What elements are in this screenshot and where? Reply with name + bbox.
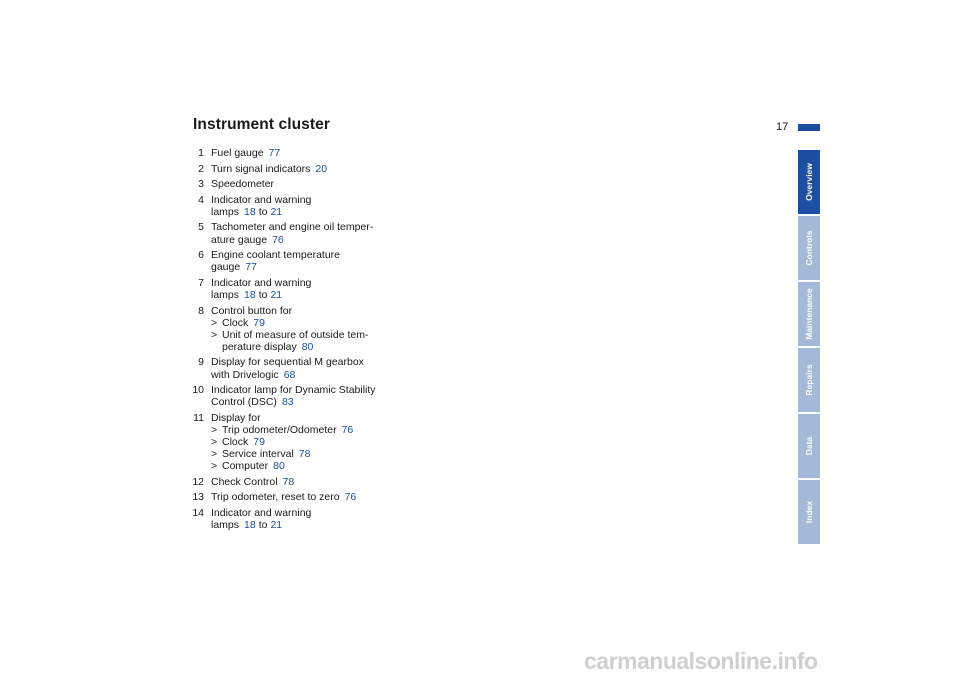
list-item — [190, 476, 390, 488]
page-reference-link[interactable]: 77 — [268, 147, 281, 159]
item-number: 14 — [192, 506, 204, 519]
bullet-arrow-icon: > — [211, 435, 218, 448]
item-text: Indicator and warning — [211, 506, 312, 519]
item-text: Display for sequential M gearbox — [211, 356, 364, 369]
sub-list-item — [211, 424, 390, 436]
item-text: Control button for — [211, 304, 293, 317]
page-reference-link[interactable]: 77 — [245, 261, 257, 274]
tab-maintenance[interactable] — [798, 282, 820, 346]
page-reference-link[interactable]: 21 — [270, 288, 283, 301]
range-word: to — [258, 519, 268, 532]
page-reference-link[interactable]: 18 — [244, 205, 256, 218]
item-text: Indicator lamp for Dynamic Stability — [211, 384, 376, 397]
sub-item-text: Unit of measure of outside tem- — [222, 328, 369, 341]
page-reference-link[interactable]: 76 — [344, 491, 357, 504]
sub-item-text: perature display — [222, 340, 297, 353]
item-text: Control (DSC) — [211, 396, 277, 409]
item-number: 11 — [193, 411, 204, 424]
item-number: 8 — [198, 304, 204, 317]
item-number: 4 — [198, 193, 204, 206]
tab-label: Maintenance — [804, 288, 814, 340]
page-reference-link[interactable]: 78 — [298, 448, 311, 461]
item-text: Check Control — [211, 475, 278, 488]
tab-overview[interactable] — [798, 150, 820, 214]
item-text: lamps — [211, 519, 240, 532]
section-tabs — [798, 150, 820, 546]
item-text-line — [211, 369, 390, 381]
item-text-line — [211, 305, 390, 317]
list-item — [190, 305, 390, 353]
item-number: 10 — [192, 384, 204, 397]
sub-item-text: Computer — [222, 460, 269, 473]
page-reference-link[interactable]: 79 — [253, 316, 265, 329]
item-text: Tachometer and engine oil temper- — [211, 221, 374, 234]
tab-label: Data — [804, 436, 814, 456]
item-number: 9 — [198, 356, 204, 369]
item-text: Engine coolant temperature — [211, 249, 340, 262]
item-text-line — [211, 356, 390, 368]
item-text-line — [211, 507, 390, 519]
list-item — [190, 507, 390, 531]
legend-list — [190, 147, 390, 535]
list-item — [190, 384, 390, 408]
item-text: Display for — [211, 411, 261, 424]
page-number: 17 — [776, 121, 789, 133]
list-item — [190, 249, 390, 273]
item-text-line — [211, 147, 390, 159]
tab-controls[interactable] — [798, 216, 820, 280]
list-item — [190, 491, 390, 503]
page-reference-link[interactable]: 68 — [283, 368, 296, 381]
sub-list-item — [211, 448, 390, 460]
item-text: gauge — [211, 261, 241, 274]
tab-label: Controls — [804, 230, 814, 266]
bullet-arrow-icon: > — [211, 423, 218, 436]
item-number: 7 — [198, 276, 204, 289]
page-reference-link[interactable]: 21 — [270, 519, 283, 532]
item-text-line — [211, 289, 390, 301]
item-text: lamps — [211, 205, 240, 218]
sub-item-text: Clock — [222, 435, 249, 448]
list-item — [190, 178, 390, 190]
tab-label: Index — [804, 500, 814, 524]
item-text-line — [211, 178, 390, 190]
sub-item-text: Clock — [222, 316, 249, 329]
item-text: Fuel gauge — [211, 147, 264, 159]
range-word: to — [258, 205, 268, 218]
tab-repairs[interactable] — [798, 348, 820, 412]
page-reference-link[interactable]: 21 — [270, 205, 283, 218]
item-text: lamps — [211, 288, 240, 301]
item-text-line — [211, 163, 390, 175]
item-number: 2 — [198, 162, 204, 175]
page-reference-link[interactable]: 79 — [253, 435, 265, 448]
list-item — [190, 277, 390, 301]
list-item — [190, 221, 390, 245]
tab-label: Repairs — [804, 364, 814, 396]
item-text-line — [211, 277, 390, 289]
item-number: 3 — [198, 178, 204, 191]
item-text-line — [211, 194, 390, 206]
tab-label: Overview — [804, 163, 814, 201]
sub-item-text: Trip odometer/Odometer — [222, 423, 337, 436]
page-marker — [798, 124, 820, 131]
page-reference-link[interactable]: 76 — [341, 423, 354, 436]
list-item — [190, 163, 390, 175]
sub-list-item — [211, 460, 390, 472]
sub-list-item — [211, 329, 390, 341]
sub-list-item — [211, 436, 390, 448]
item-text: ature gauge — [211, 233, 268, 246]
item-number: 12 — [192, 475, 204, 488]
item-text-line — [211, 221, 390, 233]
list-item — [190, 194, 390, 218]
page-reference-link[interactable]: 78 — [282, 475, 295, 488]
watermark: carmanualsonline.info — [584, 648, 818, 674]
page-reference-link[interactable]: 83 — [281, 396, 294, 409]
sub-item-continuation — [211, 341, 390, 353]
item-text: Indicator and warning — [211, 276, 312, 289]
item-number: 13 — [192, 491, 204, 504]
page-reference-link[interactable]: 80 — [301, 340, 314, 353]
list-item — [190, 147, 390, 159]
item-text-line — [211, 206, 390, 218]
item-text: with Drivelogic — [211, 368, 279, 381]
page-title: Instrument cluster — [193, 116, 331, 133]
item-text: Indicator and warning — [211, 193, 312, 206]
page-reference-link[interactable]: 20 — [315, 162, 328, 175]
item-text: Speedometer — [211, 178, 275, 191]
bullet-arrow-icon: > — [211, 448, 218, 461]
tab-data[interactable] — [798, 414, 820, 478]
item-text: Turn signal indicators — [211, 162, 311, 175]
item-text-line — [211, 519, 390, 531]
item-text-line — [211, 234, 390, 246]
item-text: Trip odometer, reset to zero — [211, 491, 340, 504]
range-word: to — [258, 288, 268, 301]
list-item — [190, 356, 390, 380]
page-reference-link[interactable]: 80 — [273, 460, 285, 473]
item-text-line — [211, 412, 390, 424]
bullet-arrow-icon: > — [211, 460, 218, 473]
item-text-line — [211, 396, 390, 408]
page-reference-link[interactable]: 18 — [244, 519, 256, 532]
sub-list-item — [211, 317, 390, 329]
bullet-arrow-icon: > — [211, 316, 218, 329]
item-text-line — [211, 476, 390, 488]
item-number: 5 — [198, 221, 204, 234]
item-text-line — [211, 249, 390, 261]
page-reference-link[interactable]: 18 — [244, 288, 256, 301]
item-text-line — [211, 491, 390, 503]
item-number: 6 — [198, 249, 204, 262]
sub-item-text: Service interval — [222, 448, 294, 461]
item-text-line — [211, 384, 390, 396]
item-number: 1 — [198, 147, 204, 159]
item-text-line — [211, 261, 390, 273]
bullet-arrow-icon: > — [211, 328, 218, 341]
page-reference-link[interactable]: 76 — [272, 233, 284, 246]
list-item — [190, 412, 390, 472]
tab-index[interactable] — [798, 480, 820, 544]
